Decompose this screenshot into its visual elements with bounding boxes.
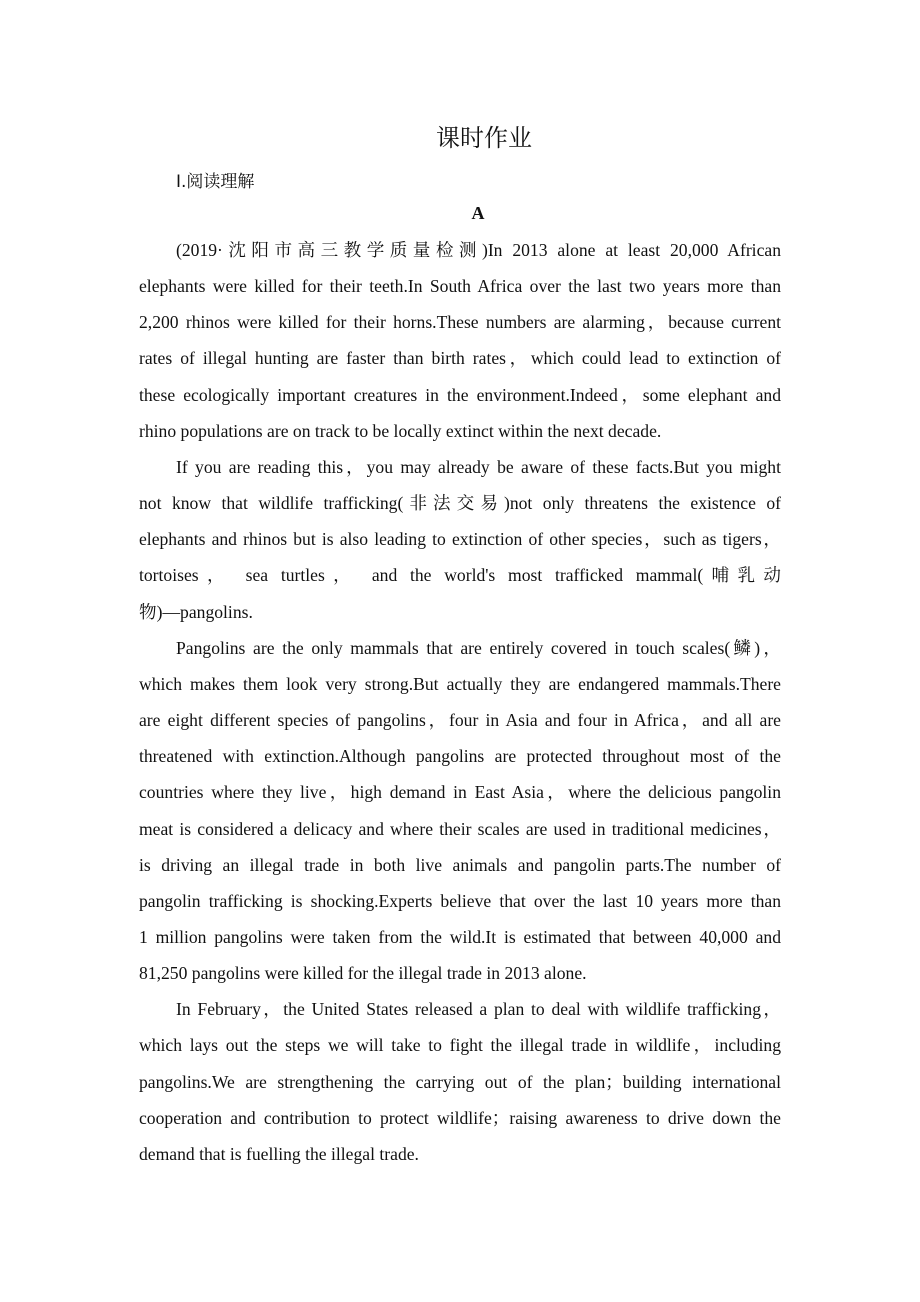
paragraph-line: pangolins.We are strengthening the carrying out of the plan；building international <box>139 1071 781 1092</box>
passage-body <box>139 232 781 1172</box>
paragraph-line: meat is considered a delicacy and where their scales are used in traditional medicines， <box>139 818 781 839</box>
passage-label: A <box>471 203 485 223</box>
paragraph-line: elephants were killed for their teeth.In South Africa over the last two years more than <box>139 276 781 297</box>
paragraph-line: these ecologically important creatures in the environment.Indeed，some elephant and <box>139 384 781 405</box>
paragraph-line: pangolin trafficking is shocking.Experts believe that over the last 10 years more than <box>139 890 781 911</box>
paragraph-line: elephants and rhinos but is also leading to extinction of other species，such as tigers， <box>139 529 781 550</box>
paragraph-line: tortoises， sea turtles， and the world's most trafficked mammal(哺乳动 <box>139 565 781 586</box>
paragraph-line: not know that wildlife trafficking(非法交易)not only threatens the existence of <box>139 493 781 514</box>
paragraph-line: rhino populations are on track to be locally extinct within the next decade. <box>139 420 662 441</box>
paragraph <box>139 630 781 992</box>
paragraph-line: is driving an illegal trade in both live animals and pangolin parts.The number of <box>139 854 781 875</box>
paragraph-line: threatened with extinction.Although pangolins are protected throughout most of the <box>139 746 781 767</box>
paragraph-line: (2019·沈阳市高三教学质量检测)In 2013 alone at least 20,000 African <box>176 240 781 260</box>
paragraph-line: demand that is fuelling the illegal trade. <box>139 1143 419 1164</box>
paragraph <box>139 991 781 1172</box>
paragraph-line: rates of illegal hunting are faster than birth rates，which could lead to extinction of <box>139 348 781 369</box>
paragraph-line: 物)—pangolins. <box>139 601 253 622</box>
paragraph-line: cooperation and contribution to protect wildlife；raising awareness to drive down the <box>139 1107 781 1128</box>
paragraph-line: which lays out the steps we will take to fight the illegal trade in wildlife，including <box>139 1035 781 1056</box>
paragraph-line: If you are reading this，you may already be aware of these facts.But you might <box>176 456 781 477</box>
paragraph-line: countries where they live，high demand in East Asia，where the delicious pangolin <box>139 782 781 803</box>
paragraph-line: are eight different species of pangolins，four in Asia and four in Africa，and all are <box>139 710 781 731</box>
paragraph-line: In February，the United States released a plan to deal with wildlife trafficking， <box>176 999 781 1020</box>
paragraph-line: 2,200 rhinos were killed for their horns.These numbers are alarming，because current <box>139 312 781 333</box>
paragraph-line: which makes them look very strong.But actually they are endangered mammals.There <box>139 673 781 694</box>
section-heading: Ⅰ.阅读理解 <box>176 172 255 192</box>
paragraph <box>139 232 781 449</box>
paragraph <box>139 449 781 630</box>
paragraph-line: Pangolins are the only mammals that are entirely covered in touch scales(鳞)， <box>176 637 781 658</box>
paragraph-line: 81,250 pangolins were killed for the illegal trade in 2013 alone. <box>139 963 587 984</box>
paragraph-line: 1 million pangolins were taken from the wild.It is estimated that between 40,000 and <box>139 926 781 947</box>
page-title: 课时作业 <box>436 124 532 152</box>
